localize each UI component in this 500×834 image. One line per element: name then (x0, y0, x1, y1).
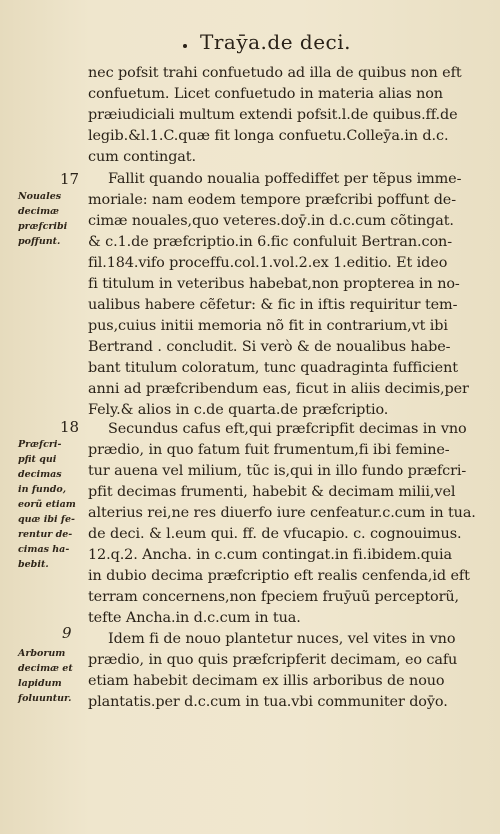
body-line: cimæ nouales,quo veteres.doȳ.in d.c.cum cõtingat. (88, 213, 454, 229)
margin-note-line: foluuntur. (18, 693, 72, 704)
body-line: etiam habebit decimam ex illis arboribus de nouo (88, 673, 445, 689)
page-header (0, 30, 500, 60)
body-line: tefte Ancha.in d.c.cum in tua. (88, 610, 301, 626)
body-line: 12.q.2. Ancha. in c.cum contingat.in fi.ibidem.quia (88, 547, 452, 563)
body-line: legib.&l.1.C.quæ fit longa confuetu.Colleȳa.in d.c. (88, 128, 449, 144)
margin-note-line: decimæ et (18, 663, 73, 674)
body-line: in dubio decima præfcriptio eft realis cenfenda,id eft (88, 568, 470, 584)
margin-note-line: pfit qui (18, 454, 57, 465)
margin-number: 17 (60, 170, 80, 188)
body-line: Idem fi de nouo plantetur nuces, vel vites in vno (108, 631, 456, 647)
margin-note-line: in fundo, (18, 484, 67, 495)
margin-note-line: lapidum (18, 678, 62, 689)
margin-note-line: decimæ (18, 206, 59, 217)
body-line: terram concernens,non fpeciem fruȳuũ perceptorũ, (88, 589, 460, 605)
body-line: fil.184.vifo proceffu.col.1.vol.2.ex 1.editio. Et ideo (88, 255, 448, 271)
body-line: prædio, in quo fatum fuit frumentum,fi ibi femine- (88, 442, 450, 458)
margin-note-line: Nouales (18, 191, 62, 202)
margin-note-line: eorũ etiam (18, 499, 76, 510)
body-line: confuetum. Licet confuetudo in materia alias non (88, 86, 443, 102)
body-line: anni ad præfcribendum eas, ficut in aliis decimis,per (88, 381, 469, 397)
body-line: prædio, in quo quis præfcripferit decimam, eo cafu (88, 652, 458, 668)
body-line: fi titulum in veteribus habebat,non propterea in no- (88, 276, 460, 292)
margin-note-line: rentur de- (18, 529, 73, 540)
body-line: tur auena vel milium, tũc is,qui in illo fundo præfcri- (88, 463, 467, 479)
body-line: ualibus habere cẽfetur: & fic in iftis requiritur tem- (88, 297, 458, 313)
body-line: pfit decimas frumenti, habebit & decimam milii,vel (88, 484, 456, 500)
running-title: Traȳa.de deci. (200, 30, 351, 54)
body-line: Secundus cafus eft,qui præfcripfit decimas in vno (108, 421, 467, 437)
margin-note-line: Præfcri- (18, 439, 62, 450)
header-dot (183, 44, 187, 48)
margin-note-line: Arborum (18, 648, 66, 659)
margin-note-line: decimas (18, 469, 62, 480)
body-line: præiudiciali multum extendi pofsit.l.de quibus.ff.de (88, 107, 458, 123)
body-line: plantatis.per d.c.cum in tua.vbi communiter doȳo. (88, 694, 448, 710)
body-line: Bertrand . concludit. Si verò & de noualibus habe- (88, 339, 451, 355)
margin-note-line: præfcribi (18, 221, 68, 232)
body-line: moriale: nam eodem tempore præfcribi poffunt de- (88, 192, 456, 208)
body-line: Fallit quando noualia poffediffet per tẽpus imme- (108, 171, 462, 187)
body-line: cum contingat. (88, 149, 196, 165)
margin-note-line: poffunt. (18, 236, 61, 247)
margin-note-line: quæ ibi fe- (18, 514, 75, 525)
body-line: pus,cuius initii memoria nõ fit in contrarium,vt ibi (88, 318, 448, 334)
body-line: de deci. & l.eum qui. ff. de vfucapio. c. cognouimus. (88, 526, 462, 542)
margin-note-line: cimas ha- (18, 544, 70, 555)
body-line: nec pofsit trahi confuetudo ad illa de quibus non eft (88, 65, 462, 81)
body-line: bant titulum coloratum, tunc quadraginta fufficient (88, 360, 458, 376)
margin-note-line: bebit. (18, 559, 49, 570)
margin-number: 18 (60, 418, 80, 436)
body-line: & c.1.de præfcriptio.in 6.fic confuluit Bertran.con- (88, 234, 452, 250)
body-line: alterius rei,ne res diuerfo iure cenfeatur.c.cum in tua. (88, 505, 476, 521)
margin-number: 9 (62, 624, 72, 642)
body-line: Fely.& alios in c.de quarta.de præfcriptio. (88, 402, 389, 418)
